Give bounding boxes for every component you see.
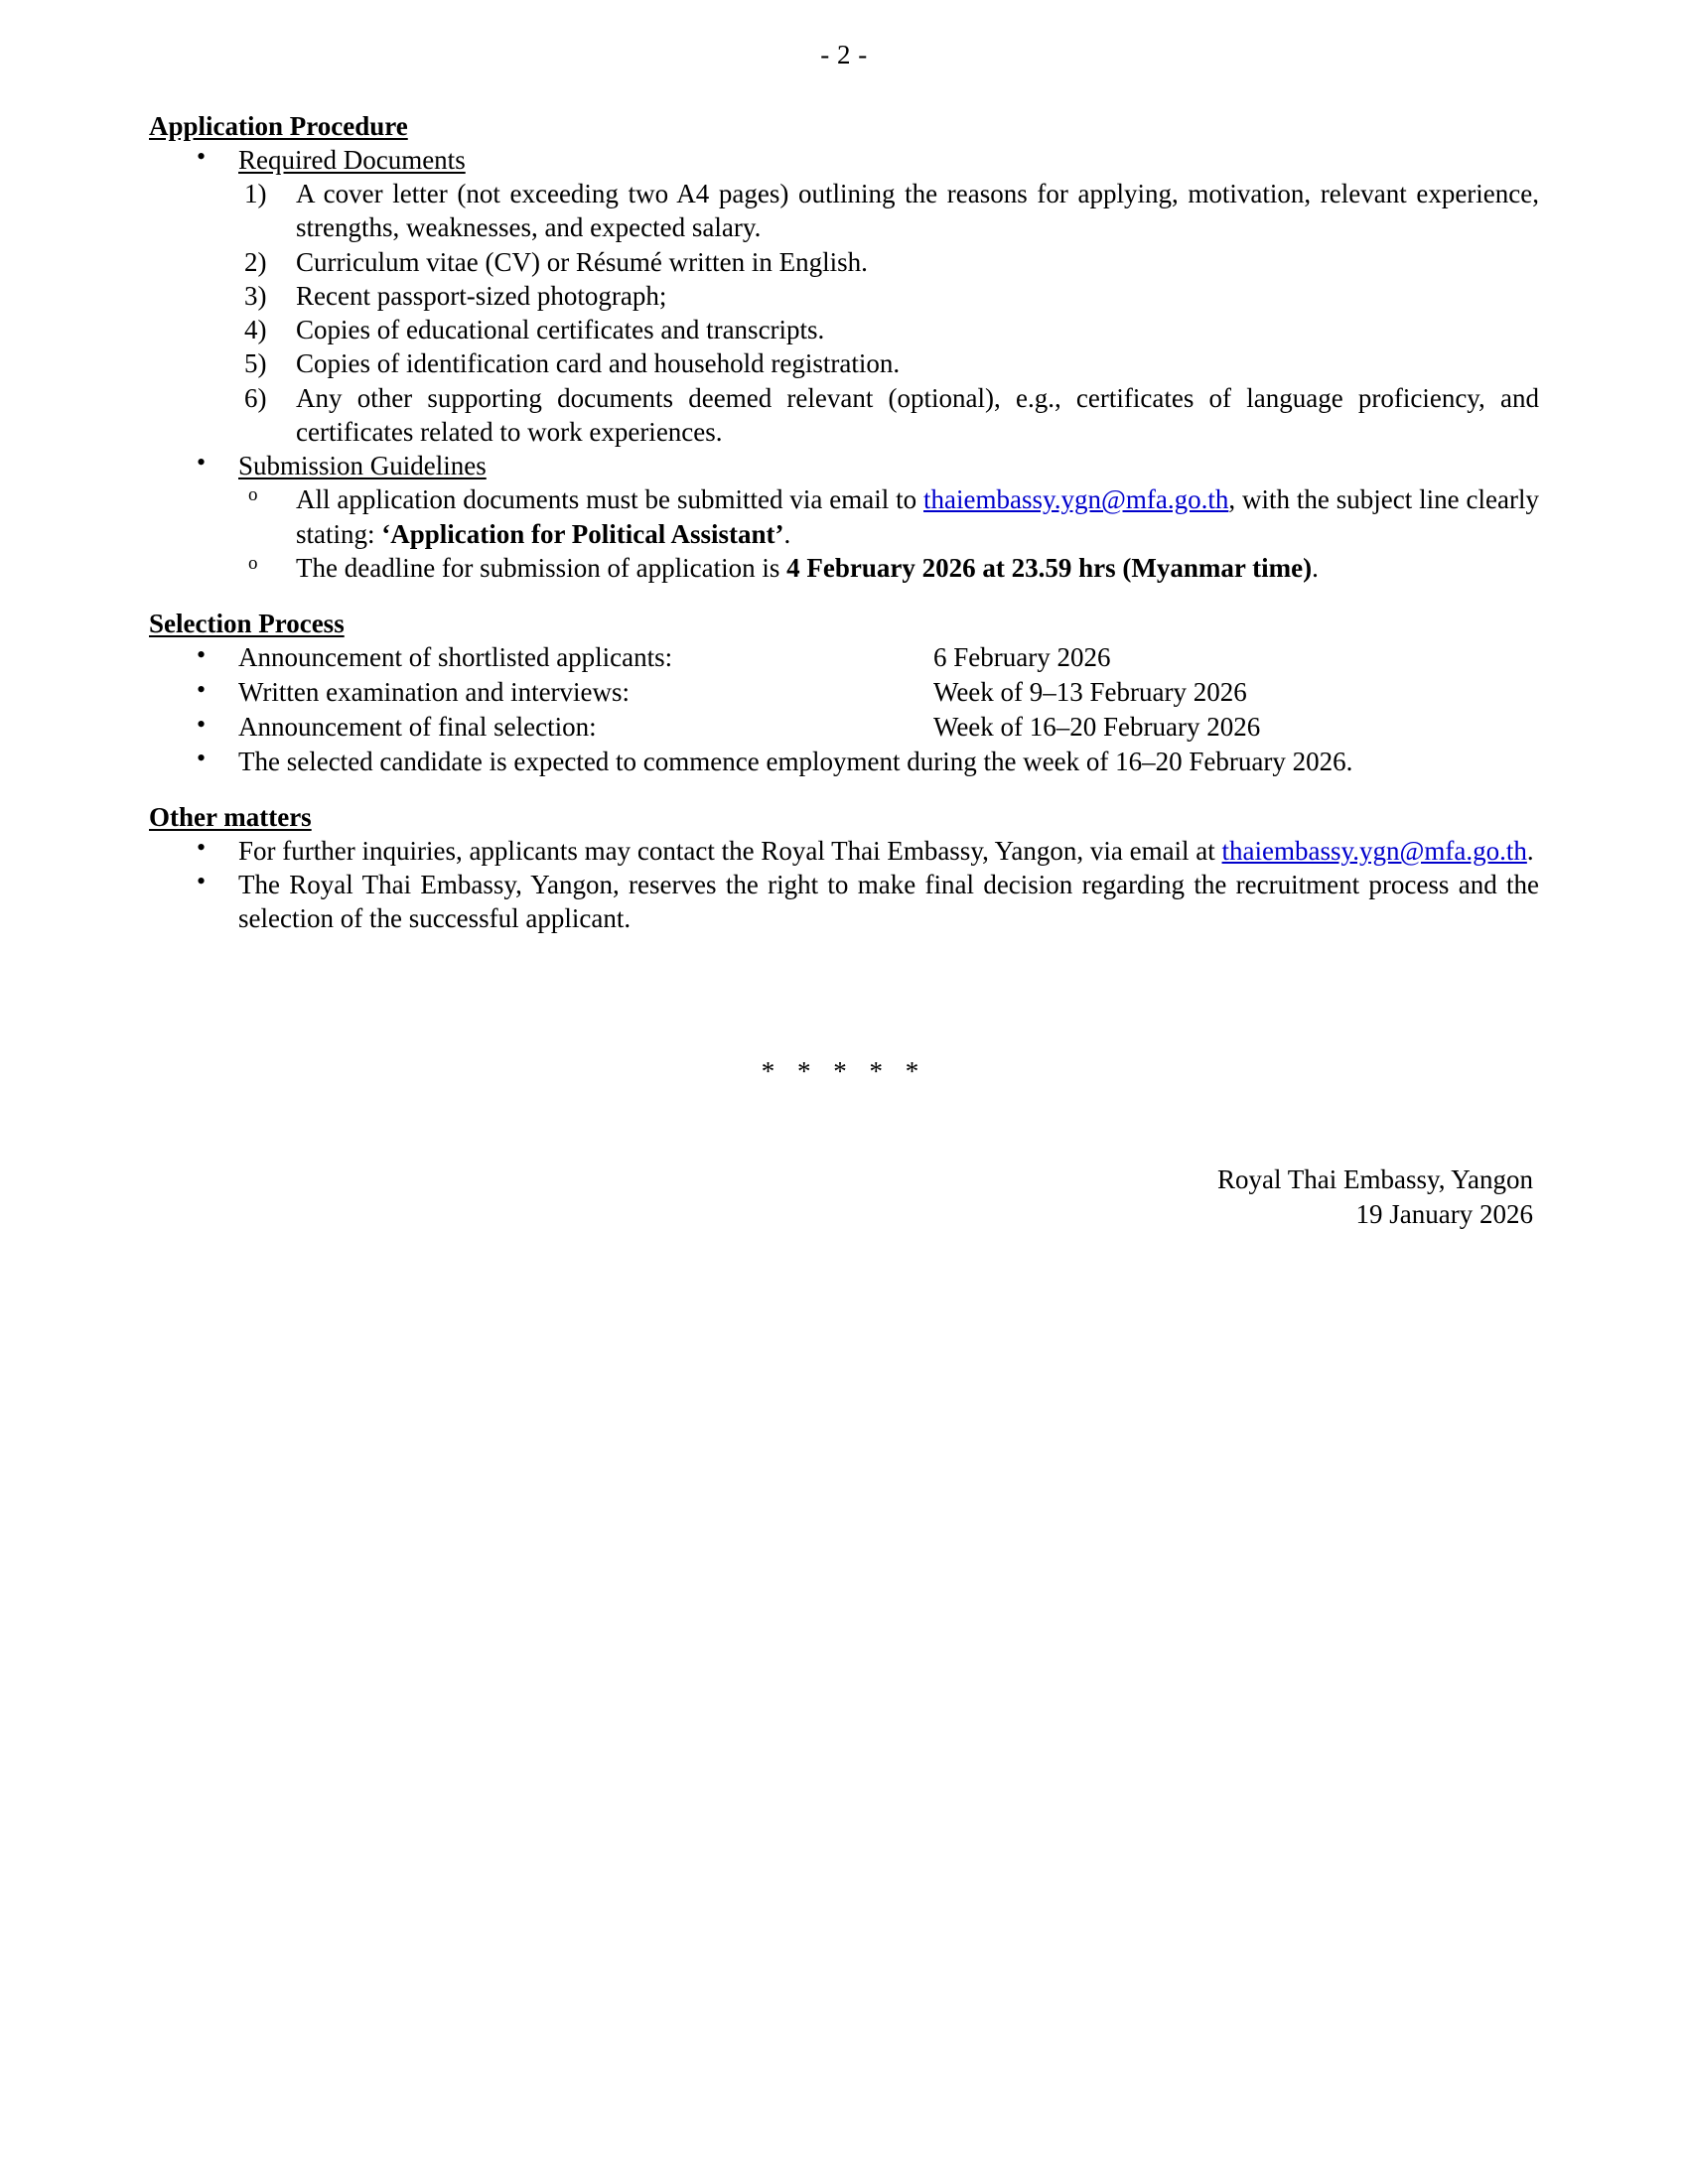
list-marker: 1)	[244, 178, 267, 208]
submission-subject-line: ‘Application for Political Assistant’	[381, 518, 784, 549]
selection-process-schedule	[149, 640, 1539, 745]
heading-application-procedure	[149, 110, 1539, 143]
list-item	[149, 381, 1539, 450]
submission-guidelines-bullet	[149, 449, 1539, 482]
selection-process-closing	[149, 745, 1539, 778]
schedule-label: • Announcement of shortlisted applicants:	[238, 642, 673, 672]
submission-text-3: .	[783, 518, 791, 549]
bullet-commence-employment-text: The selected candidate is expected to commence employment during the week of 16–20 February 2026.	[238, 747, 1353, 777]
signature-date: 19 January 2026	[1355, 1199, 1533, 1230]
list-item-text: Copies of identification card and household registration.	[296, 348, 901, 379]
signature-block	[149, 1162, 1539, 1232]
deadline-text-2: .	[1312, 552, 1319, 583]
schedule-row	[149, 640, 1539, 675]
inquiries-text-1: For further inquiries, applicants may contact the Royal Thai Embassy, Yangon, via email at	[238, 836, 1222, 867]
page-number: - 2 -	[820, 40, 868, 69]
bullet-submission-guidelines	[149, 449, 1539, 482]
heading-other-matters	[149, 801, 1539, 834]
schedule-row	[149, 710, 1539, 745]
inquiries-text-2: .	[1526, 836, 1534, 867]
list-item	[149, 346, 1539, 380]
list-marker: 2)	[244, 246, 267, 277]
list-item-text: A cover letter (not exceeding two A4 pages) outlining the reasons for applying, motivation, relevant experience, strengths, weaknesses, and expected salary.	[296, 178, 1539, 243]
heading-selection-process	[149, 608, 1539, 640]
list-item	[149, 551, 1539, 585]
schedule-value: Week of 16–20 February 2026	[933, 712, 1261, 743]
submission-text-2: , with the subject line clearly stating:	[296, 484, 1539, 549]
list-marker: 5)	[244, 348, 267, 379]
list-item	[149, 482, 1539, 551]
list-item	[149, 313, 1539, 346]
list-item	[149, 279, 1539, 313]
email-link[interactable]: thaiembassy.ygn@mfa.go.th	[923, 484, 1229, 515]
list-item	[149, 177, 1539, 245]
bullet-further-inquiries	[149, 834, 1539, 868]
heading-other-matters-text: Other matters	[149, 802, 312, 833]
separator-stars: * * * * *	[761, 1056, 927, 1087]
deadline-value: 4 February 2026 at 23.59 hrs (Myanmar time)	[786, 552, 1313, 583]
heading-selection-process-text: Selection Process	[149, 609, 345, 639]
bullet-submission-guidelines-label: Submission Guidelines	[238, 451, 487, 481]
schedule-row	[149, 675, 1539, 710]
heading-application-procedure-text: Application Procedure	[149, 111, 408, 141]
schedule-value: 6 February 2026	[933, 642, 1111, 672]
list-marker: 6)	[244, 382, 267, 413]
bullet-final-decision	[149, 868, 1539, 935]
other-matters-bullets	[149, 834, 1539, 935]
list-item	[149, 245, 1539, 279]
email-link[interactable]: thaiembassy.ygn@mfa.go.th	[1221, 836, 1527, 867]
signature-organization: Royal Thai Embassy, Yangon	[1216, 1164, 1533, 1195]
list-marker: 3)	[244, 280, 267, 311]
submission-guidelines-list	[149, 482, 1539, 585]
list-item-text: Any other supporting documents deemed relevant (optional), e.g., certificates of language proficiency, and certificates related to work experiences.	[296, 382, 1539, 447]
document-body	[149, 68, 1539, 1232]
required-documents-list	[149, 177, 1539, 449]
submission-text-1: All application documents must be submitted via email to	[296, 484, 924, 515]
application-procedure-bullets	[149, 143, 1539, 177]
schedule-value: Week of 9–13 February 2026	[933, 677, 1247, 708]
bullet-required-documents-label: Required Documents	[238, 144, 466, 175]
list-item-text: Copies of educational certificates and transcripts.	[296, 315, 825, 345]
schedule-label: • Written examination and interviews:	[238, 677, 631, 708]
list-item-text: Curriculum vitae (CV) or Résumé written in English.	[296, 246, 868, 277]
bullet-required-documents	[149, 143, 1539, 177]
deadline-text-1: The deadline for submission of application is	[296, 552, 787, 583]
list-marker: 4)	[244, 315, 267, 345]
bullet-final-decision-text: The Royal Thai Embassy, Yangon, reserves the right to make final decision regarding the recruitment process and the selection of the successful applicant.	[238, 870, 1539, 934]
bullet-commence-employment	[149, 745, 1539, 778]
list-item-text: Recent passport-sized photograph;	[296, 280, 667, 311]
schedule-label: • Announcement of final selection:	[238, 712, 597, 743]
